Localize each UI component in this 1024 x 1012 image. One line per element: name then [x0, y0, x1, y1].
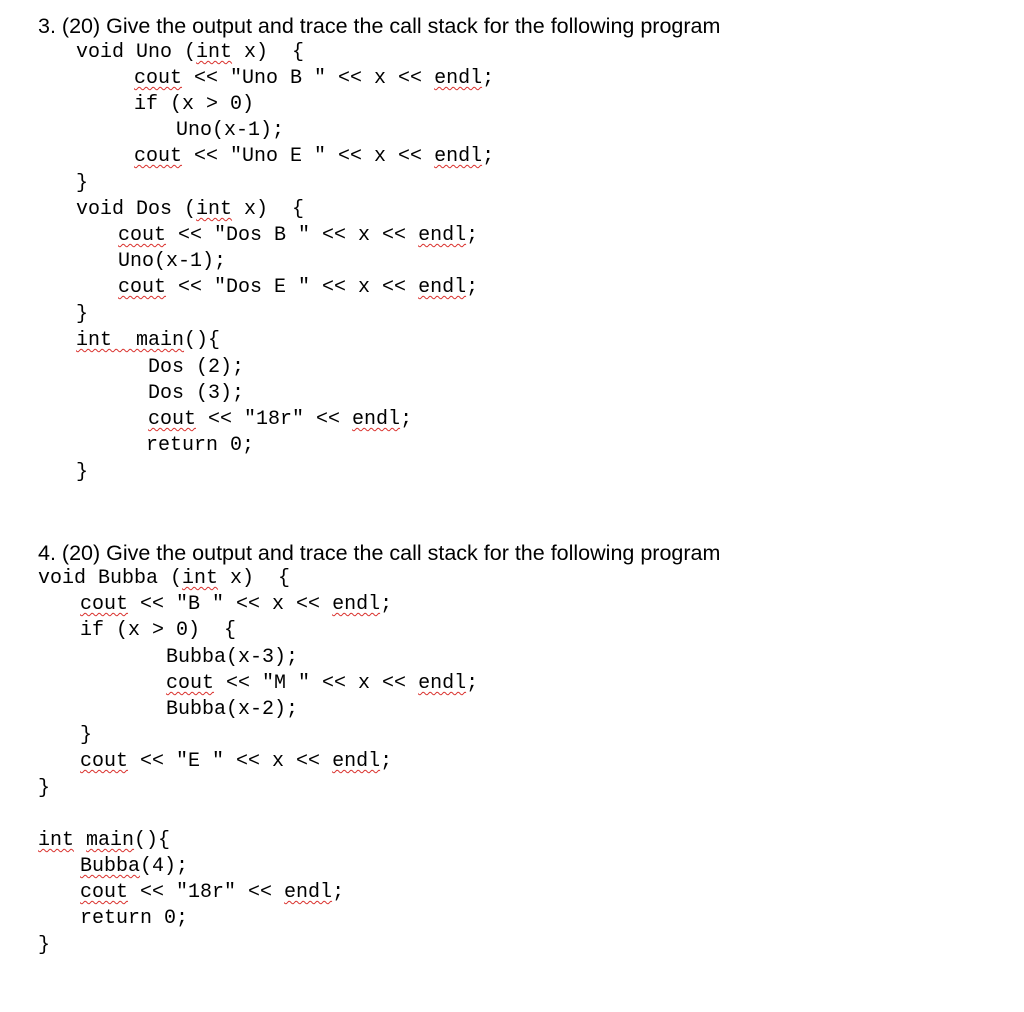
problem-3-heading: 3. (20) Give the output and trace the call stack for the following program: [38, 14, 721, 38]
code-line-dos-cout-e: cout << "Dos E " << x << endl;: [118, 276, 479, 299]
code-line-main-cout-4: cout << "18r" << endl;: [80, 881, 345, 904]
code-line-if-close: }: [80, 724, 93, 747]
problem-4-heading: 4. (20) Give the output and trace the call stack for the following program: [38, 541, 721, 565]
code-line-main-close-4: }: [38, 934, 51, 957]
code-line-dos-call-uno: Uno(x-1);: [118, 250, 227, 273]
code-line-bubba-if: if (x > 0) {: [80, 619, 237, 642]
code-line-dos-signature: void Dos (int x) {: [76, 198, 305, 221]
code-line-uno-cout-b: cout << "Uno B " << x << endl;: [134, 67, 495, 90]
code-line-main-signature: int main(){: [76, 329, 221, 352]
code-line-main-close: }: [76, 461, 89, 484]
code-line-bubba-call-minus-3: Bubba(x-3);: [166, 646, 299, 669]
code-line-bubba-cout-b: cout << "B " << x << endl;: [80, 593, 393, 616]
code-line-bubba-call-minus-2: Bubba(x-2);: [166, 698, 299, 721]
code-line-uno-cout-e: cout << "Uno E " << x << endl;: [134, 145, 495, 168]
code-line-main-bubba-4: Bubba(4);: [80, 855, 189, 878]
code-line-uno-recursive-call: Uno(x-1);: [176, 119, 285, 142]
code-line-main-return: return 0;: [146, 434, 255, 457]
code-line-main-dos-3: Dos (3);: [148, 382, 245, 405]
code-line-bubba-cout-e: cout << "E " << x << endl;: [80, 750, 393, 773]
code-line-uno-if: if (x > 0): [134, 93, 255, 116]
code-line-main-signature-4: int main(){: [38, 829, 171, 852]
code-line-bubba-signature: void Bubba (int x) {: [38, 567, 291, 590]
code-line-dos-cout-b: cout << "Dos B " << x << endl;: [118, 224, 479, 247]
code-line-bubba-cout-m: cout << "M " << x << endl;: [166, 672, 479, 695]
code-line-dos-close: }: [76, 303, 89, 326]
code-line-main-dos-2: Dos (2);: [148, 356, 245, 379]
code-line-uno-signature: void Uno (int x) {: [76, 41, 305, 64]
code-line-uno-close: }: [76, 172, 89, 195]
code-line-main-return-4: return 0;: [80, 907, 189, 930]
code-line-bubba-close: }: [38, 777, 51, 800]
code-line-main-cout: cout << "18r" << endl;: [148, 408, 413, 431]
